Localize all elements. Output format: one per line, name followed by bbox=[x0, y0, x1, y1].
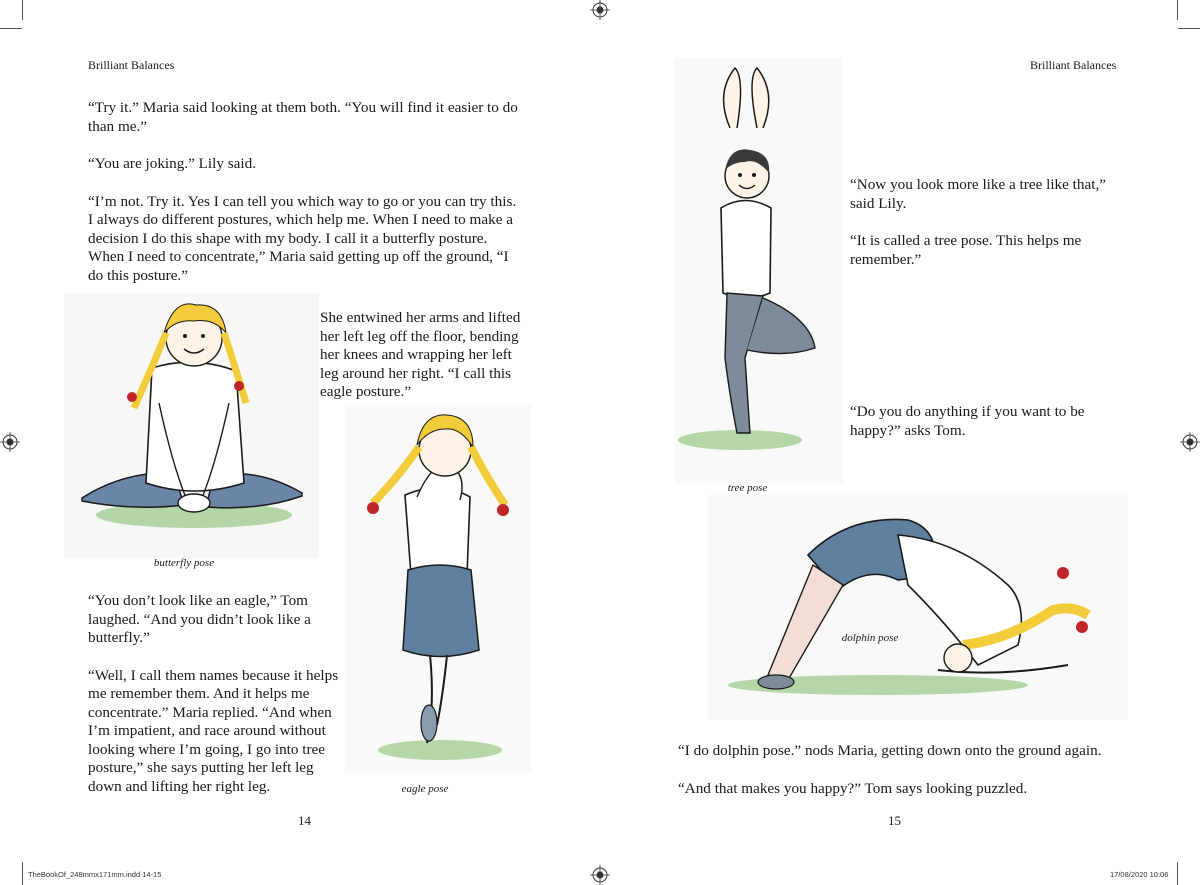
butterfly-caption: butterfly pose bbox=[153, 557, 215, 569]
slug-date: 17/08/2020 10:06 bbox=[1110, 870, 1169, 879]
paragraph: “And that makes you happy?” Tom says looking puzzled. bbox=[678, 779, 1028, 797]
butterfly-pose-illustration bbox=[64, 293, 319, 558]
paragraph: “You are joking.” Lily said. bbox=[88, 155, 257, 172]
eagle-caption: eagle pose bbox=[401, 783, 449, 795]
paragraph: “Try it.” Maria said looking at them both. “You will find it easier to do than me.” bbox=[88, 99, 518, 135]
paragraph: “Well, I call them names because it helps me remember them. And it helps me concentrate.” Maria replied. “And when I’m impatient, and race around without looking where I’m going, I go into tree posture,” she says putting her left leg down and lifting her right leg. bbox=[88, 666, 339, 795]
crop-mark-bottom-left-v bbox=[22, 862, 23, 885]
registration-mark-left-icon bbox=[0, 432, 20, 452]
left-page-number: 14 bbox=[298, 813, 311, 828]
eagle-pose-illustration bbox=[345, 405, 531, 773]
right-running-head: Brilliant Balances bbox=[1030, 58, 1117, 72]
right-top-text bbox=[850, 176, 1130, 269]
crop-mark-top-right bbox=[1178, 28, 1200, 29]
left-top-text bbox=[88, 99, 520, 285]
paragraph: “Now you look more like a tree like that,” said Lily. bbox=[850, 176, 1106, 212]
left-lower-text bbox=[88, 592, 343, 796]
paragraph: “I do dolphin pose.” nods Maria, getting down onto the ground again. bbox=[678, 742, 1102, 759]
paragraph: “You don’t look like an eagle,” Tom laughed. “And you didn’t look like a butterfly.” bbox=[88, 592, 311, 646]
paragraph-happy-question: “Do you do anything if you want to be happy?” asks Tom. bbox=[850, 403, 1085, 439]
dolphin-caption: dolphin pose bbox=[841, 632, 899, 644]
paragraph: “I’m not. Try it. Yes I can tell you which way to go or you can try this. I always do different postures, which help me. When I need to make a decision I do this shape with my body. I call it a butterfly posture. When I need to concentrate,” Maria said getting up off the ground, “I do this posture.” bbox=[88, 192, 517, 284]
registration-mark-top-icon bbox=[590, 0, 610, 20]
right-page-number: 15 bbox=[888, 813, 901, 828]
registration-mark-right-icon bbox=[1180, 432, 1200, 452]
crop-mark-top-left bbox=[0, 28, 22, 29]
right-bottom-text bbox=[678, 742, 1133, 798]
crop-mark-top-right-v bbox=[1177, 0, 1178, 20]
crop-mark-bottom-right-v bbox=[1177, 862, 1178, 885]
left-running-head: Brilliant Balances bbox=[88, 58, 175, 72]
registration-mark-bottom-icon bbox=[590, 865, 610, 885]
dolphin-pose-illustration bbox=[708, 495, 1128, 720]
tree-caption: tree pose bbox=[727, 482, 768, 494]
crop-mark-top-left-v bbox=[22, 0, 23, 20]
tree-pose-illustration bbox=[675, 58, 843, 483]
paragraph: “It is called a tree pose. This helps me remember.” bbox=[850, 232, 1082, 268]
slug-filename: TheBookOf_248mmx171mm.indd 14-15 bbox=[28, 870, 162, 879]
eagle-side-text: She entwined her arms and lifted her left leg off the floor, bending her knees and wrapping her left leg around her right. “I call this eagle posture.” bbox=[320, 309, 521, 400]
